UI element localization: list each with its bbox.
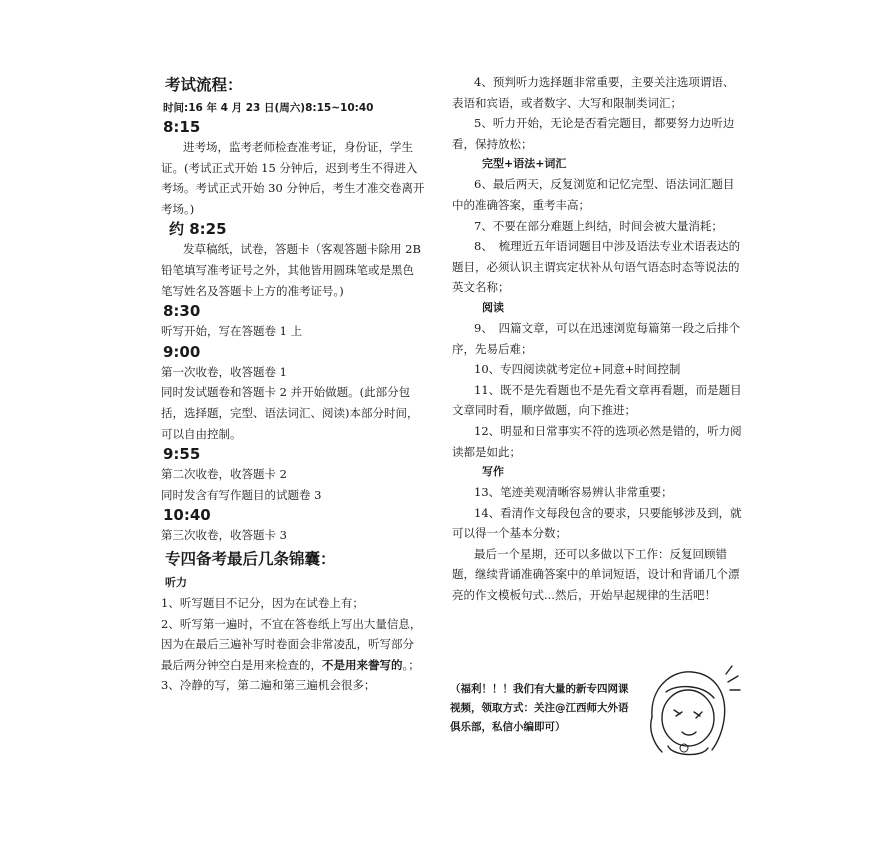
tip-14: 14、看清作文每段包含的要求，只要能够涉及到，就可以得一个基本分数； [452, 505, 742, 541]
tip-9: 9、 四篇文章，可以在迅速浏览每篇第一段之后排个序，先易后难； [452, 320, 741, 356]
tip-13: 13、笔迹美观清晰容易辨认非常重要； [474, 485, 673, 500]
step-900-text1: 第一次收卷，收答题卷 1 [161, 364, 287, 379]
exam-process-title: 考试流程： [165, 76, 243, 94]
tip-5: 5、听力开始，无论是否看完题目，都要努力边听边看，保持放松； [452, 116, 735, 151]
time-825: 约 8:25 [169, 220, 227, 239]
writing-heading: 写作 [482, 465, 504, 479]
tip-4: 4、预判听力选择题非常重要，主要关注选项谓语、表语和宾语，或者数字、大写和限制类词汇； [452, 75, 735, 110]
tip-2-text: 2、听写第一遍时，不宜在答卷纸上写出大量信息，因为在最后三遍补写时卷面会非常凌乱，听写部分最后两分钟空白是用来检查的， [161, 616, 422, 672]
final-paragraph: 最后一个星期，还可以多做以下工作：反复回顾错题，继续背诵准确答案中的单词短语，设计和背诵几个漂亮的作文模板句式...然后，开始早起规律的生活吧！ [452, 546, 740, 603]
promo-note: （福利！！！我们有大量的新专四网课视频，领取方式：关注@江西师大外语俱乐部，私信小编即可） [450, 683, 629, 733]
tip-3: 3、冷静的写，第二遍和第三遍机会很多； [161, 678, 376, 693]
step-815-text: 进考场，监考老师检查准考证，身份证，学生证。(考试正式开始 15 分钟后，迟到考生不得进入考场。考试正式开始 30 分钟后，考生才准交卷离开考场。) [161, 140, 425, 216]
tips-title: 专四备考最后几条锦囊： [165, 549, 336, 568]
tip-2-end: 。； [402, 657, 420, 672]
tip-6: 6、最后两天，反复浏览和记忆完型、语法词汇题目中的准确答案，重考丰高； [452, 177, 735, 212]
listening-heading: 听力 [165, 575, 187, 589]
tip-2-bold: 不是用来誊写的 [322, 657, 403, 672]
tip-8: 8、 梳理近五年语词题目中涉及语法专业术语表达的题目，必须认识主谓宾定状补从句语气语态时态等说法的英文名称； [452, 239, 741, 295]
step-955-text2: 同时发含有写作题目的试题卷 3 [161, 487, 322, 502]
cartoon-girl-illustration [632, 662, 742, 762]
tip-1: 1、听写题目不记分，因为在试卷上有； [161, 595, 364, 610]
right-column [452, 72, 742, 606]
step-825-text: 发草稿纸，试卷，答题卡（客观答题卡除用 2B 铅笔填写准考证号之外，其他皆用圆珠笔或是黑色笔写姓名及答题卡上方的准考证号。) [161, 242, 421, 298]
left-column [161, 72, 425, 696]
time-955: 9:55 [163, 445, 201, 464]
step-830-text: 听写开始，写在答题卷 1 上 [161, 324, 303, 339]
grammar-heading: 完型+语法+词汇 [482, 157, 567, 171]
tip-2 [161, 614, 425, 676]
time-900: 9:00 [163, 342, 201, 361]
step-955-text1: 第二次收卷，收答题卡 2 [161, 467, 287, 482]
time-1040: 10:40 [163, 506, 211, 525]
tip-10: 10、专四阅读就考定位+同意+时间控制 [474, 362, 681, 377]
exam-time-line: 时间:16 年 4 月 23 日(周六)8:15~10:40 [163, 102, 374, 114]
tip-11: 11、既不是先看题也不是先看文章再看题，而是题目文章同时看，顺序做题，向下推进； [452, 382, 742, 418]
time-830: 8:30 [163, 302, 201, 321]
tip-12: 12、明显和日常事实不符的选项必然是错的，听力阅读都是如此； [452, 423, 742, 459]
reading-heading: 阅读 [482, 300, 504, 314]
step-1040-text: 第三次收卷，收答题卡 3 [161, 528, 287, 543]
time-815: 8:15 [163, 118, 201, 136]
tip-7: 7、不要在部分难题上纠结，时间会被大量消耗； [474, 218, 723, 233]
step-900-text2: 同时发试题卷和答题卡 2 并开始做题。(此部分包括，选择题，完型、语法词汇、阅读)本部分时间， 可以自由控制。 [161, 385, 425, 441]
